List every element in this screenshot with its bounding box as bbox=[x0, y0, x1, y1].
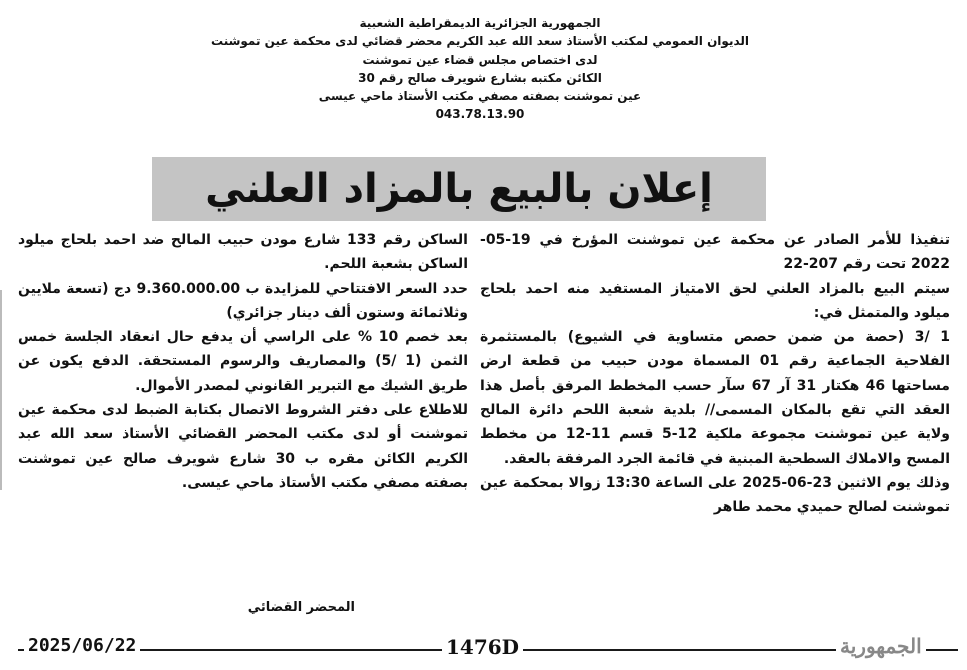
footer-issue-number: 1476D bbox=[442, 635, 523, 659]
signature: المحضر القضائي bbox=[247, 600, 355, 615]
bailiff-header bbox=[200, 14, 760, 124]
parties-paragraph: الساكن رقم 133 شارع مودن حبيب المالح ضد احمد بلحاج ميلود الساكن بشعبة اللحم. bbox=[18, 232, 468, 273]
opening-price-paragraph: حدد السعر الافتتاحي للمزايدة ب 9.360.000.00 دج (تسعة ملايين وثلاثمائة وستون ألف دينار جزائري) bbox=[18, 280, 468, 321]
newspaper-logo: الجمهورية bbox=[836, 634, 926, 658]
header-address-line: الكائن مكتبه بشارع شويرف صالح رقم 30 bbox=[358, 70, 602, 85]
right-column bbox=[480, 228, 950, 520]
auction-date-paragraph: وذلك يوم الاثنين 23-06-2025 على الساعة 13:30 زوالا بمحكمة عين تموشنت لصالح حميدي محمد طاهر bbox=[480, 474, 951, 516]
header-liquidator-line: عين تموشنت بصفته مصفي مكتب الأستاذ ماحي عيسى bbox=[318, 89, 642, 104]
header-office-line: الديوان العمومي لمكتب الأستاذ سعد الله عبد الكريم محضر قضائي لدى محكمة عين تموشنت bbox=[210, 34, 749, 49]
sale-subject-paragraph: سيتم البيع بالمزاد العلني لحق الامتياز المستفيد منه احمد بلحاج ميلود والمتمثل في: bbox=[480, 280, 950, 321]
conditions-contact-paragraph: للاطلاع على دفتر الشروط الاتصال بكتابة الضبط لدى محكمة عين تموشنت أو لدى مكتب المحضر القضائي الأستاذ سعد الله عبد الكريم الكائن مقره ب 30 شارع شويرف صالح عين تموشنت بصفته مصفي مكتب الأستاذ ماحي عيسى. bbox=[18, 402, 469, 491]
payment-terms-paragraph: بعد خصم 10 % على الراسي أن يدفع حال انعقاد الجلسة خمس الثمن (1 /5) والمصاريف والرسوم المستحقة. الدفع يكون عن طريق الشيك مع التبرير القانوني لمصدر الأموال. bbox=[18, 329, 468, 394]
announcement-title: إعلان بالبيع بالمزاد العلني bbox=[205, 166, 713, 212]
title-banner bbox=[152, 157, 766, 221]
scan-edge-divider bbox=[0, 290, 8, 490]
header-republic-line: الجمهورية الجزائرية الديمقراطية الشعبية bbox=[359, 16, 601, 30]
left-column bbox=[18, 228, 468, 495]
property-description-paragraph: 1 /3 (حصة من ضمن حصص متساوية في الشيوع) بالمستثمرة الفلاحية الجماعية رقم 01 المسماة مودن حبيب من قطعة ارض مساحتها 46 هكتار 31 آر 67 سآر حسب المخطط المرفق بأصل هذا العقد التي تقع بالمكان المسمى// بلدية شعبة اللحم دائرة المالح ولاية عين تموشنت مجموعة ملكية 12-5 قسم 11-12 من مخطط المسح والاملاك السطحية المبنية في قائمة الجرد المرفقة بالعقد. bbox=[480, 329, 950, 467]
header-jurisdiction-line: لدى اختصاص مجلس قضاء عين تموشنت bbox=[362, 52, 598, 67]
header-phone: 043.78.13.90 bbox=[435, 107, 525, 122]
execution-order-paragraph: تنفيذا للأمر الصادر عن محكمة عين تموشنت المؤرخ في 19-05-2022 تحت رقم 207-22 bbox=[480, 232, 950, 273]
footer-date: 2025/06/22 bbox=[24, 635, 140, 656]
